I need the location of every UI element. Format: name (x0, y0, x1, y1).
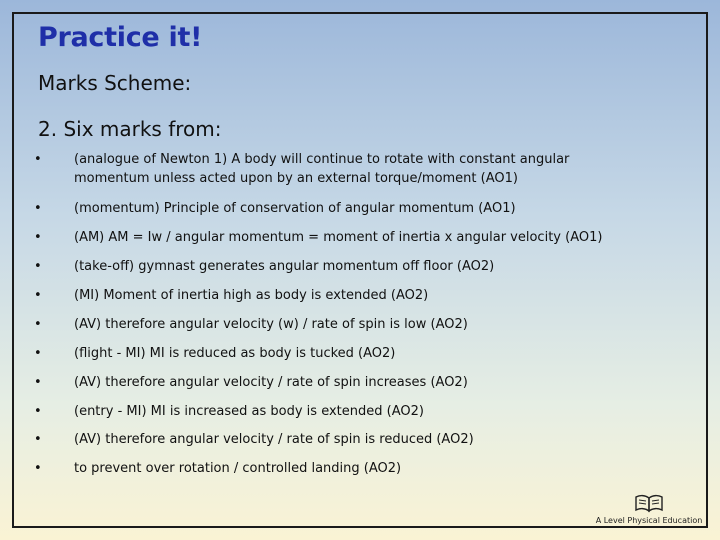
list-item (30, 373, 670, 392)
list-item-text: (AV) therefore angular velocity / rate of spin is reduced (AO2) (74, 432, 474, 447)
bullet-icon: • (34, 375, 42, 390)
bullet-icon: • (34, 230, 42, 245)
list-item-text: (take-off) gymnast generates angular momentum off floor (AO2) (74, 259, 495, 274)
logo-text: A Level Physical Education (595, 516, 703, 525)
list-item (30, 257, 670, 276)
logo (594, 493, 704, 525)
question-heading: 2. Six marks from: (38, 117, 222, 141)
bullet-icon: • (34, 346, 42, 361)
list-item (30, 459, 670, 478)
open-book-icon (634, 493, 664, 513)
list-item (30, 228, 670, 247)
bullet-icon: • (34, 317, 42, 332)
list-item (30, 199, 670, 218)
bullet-icon: • (34, 432, 42, 447)
list-item (30, 315, 670, 334)
list-item-text: (MI) Moment of inertia high as body is extended (AO2) (74, 288, 429, 303)
list-item-text: (momentum) Principle of conservation of angular momentum (AO1) (74, 201, 516, 216)
bullet-icon: • (34, 404, 42, 419)
slide-title: Practice it! (38, 22, 203, 53)
list-item-text: (flight - MI) MI is reduced as body is tucked (AO2) (74, 346, 396, 361)
list-item (30, 402, 670, 421)
list-item-text: (AV) therefore angular velocity / rate of spin increases (AO2) (74, 375, 468, 390)
bullet-icon: • (34, 201, 42, 216)
bullet-icon: • (34, 259, 42, 274)
bullet-icon: • (34, 461, 42, 476)
list-item-text: (AM) AM = Iw / angular momentum = moment of inertia x angular velocity (AO1) (74, 230, 603, 245)
list-item-text: (analogue of Newton 1) A body will continue to rotate with constant angular momentum unless acted upon by an external torque/moment (AO1) (74, 152, 570, 186)
bullet-icon: • (34, 288, 42, 303)
list-item-text: (AV) therefore angular velocity (w) / rate of spin is low (AO2) (74, 317, 468, 332)
list-item (30, 286, 670, 305)
list-item (30, 344, 670, 363)
list-item-text: (entry - MI) MI is increased as body is extended (AO2) (74, 404, 424, 419)
list-item-text: to prevent over rotation / controlled landing (AO2) (74, 461, 402, 476)
list-item (30, 430, 670, 449)
bullet-icon: • (34, 152, 42, 167)
marks-scheme-heading: Marks Scheme: (38, 71, 192, 95)
list-item (30, 150, 670, 188)
